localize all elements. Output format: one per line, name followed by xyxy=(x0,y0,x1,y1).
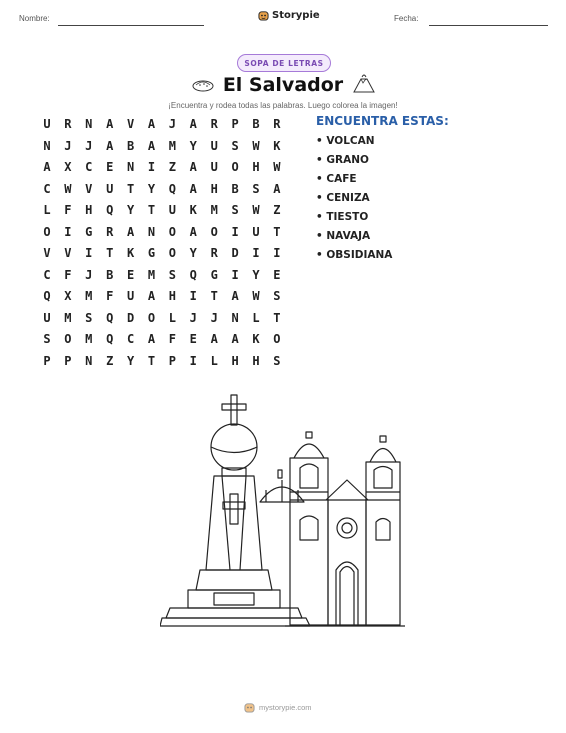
grid-letter[interactable]: U xyxy=(43,117,51,131)
grid-letter[interactable]: A xyxy=(147,289,156,303)
activity-badge: SOPA DE LETRAS xyxy=(237,54,331,72)
grid-letter[interactable]: S xyxy=(231,138,239,153)
grid-letter[interactable]: I xyxy=(64,224,72,239)
grid-letter[interactable]: T xyxy=(147,203,156,217)
grid-letter[interactable]: R xyxy=(210,246,218,260)
grid-letter[interactable]: J xyxy=(85,138,93,153)
monument-church-illustration xyxy=(160,390,410,635)
grid-letter[interactable]: A xyxy=(273,181,281,196)
grid-letter[interactable]: Y xyxy=(189,138,197,153)
grid-letter[interactable]: M xyxy=(64,310,72,325)
grid-letter[interactable]: A xyxy=(231,332,239,346)
word-item: • CENIZA xyxy=(316,192,370,204)
grid-letter[interactable]: A xyxy=(126,224,135,239)
word-item: • CAFE xyxy=(316,173,357,185)
grid-letter[interactable]: C xyxy=(85,160,93,174)
grid-letter[interactable]: U xyxy=(210,160,218,174)
grid-letter[interactable]: P xyxy=(64,353,72,368)
grid-letter[interactable]: A xyxy=(147,117,156,131)
grid-letter[interactable]: T xyxy=(126,181,135,196)
grid-letter[interactable]: K xyxy=(273,138,281,153)
grid-letter[interactable]: H xyxy=(85,203,93,217)
volcano-icon xyxy=(352,72,376,94)
grid-letter[interactable]: K xyxy=(189,203,197,217)
word-item: • GRANO xyxy=(316,154,369,166)
storypie-logo-icon xyxy=(244,702,255,713)
grid-letter[interactable]: A xyxy=(147,332,156,346)
grid-letter[interactable]: I xyxy=(147,160,156,174)
grid-letter[interactable]: A xyxy=(43,160,51,174)
grid-letter[interactable]: Q xyxy=(189,267,197,282)
grid-letter[interactable]: C xyxy=(126,332,135,346)
grid-letter[interactable]: O xyxy=(273,332,281,346)
footer[interactable] xyxy=(244,702,312,713)
grid-letter[interactable]: E xyxy=(273,267,281,282)
grid-letter[interactable]: A xyxy=(147,138,156,153)
grid-letter[interactable]: T xyxy=(106,246,114,260)
grid-letter[interactable]: A xyxy=(106,138,114,153)
grid-letter[interactable]: Z xyxy=(273,203,281,217)
grid-letter[interactable]: N xyxy=(231,310,239,325)
grid-letter[interactable]: Q xyxy=(106,203,114,217)
grid-letter[interactable]: W xyxy=(252,203,260,217)
grid-letter[interactable]: L xyxy=(168,310,176,325)
grid-letter[interactable]: L xyxy=(210,353,218,368)
name-label: Nombre: xyxy=(19,14,50,23)
grid-letter[interactable]: T xyxy=(210,289,218,303)
grid-letter[interactable]: V xyxy=(64,246,72,260)
grid-letter[interactable]: V xyxy=(43,246,51,260)
grid-letter[interactable]: C xyxy=(43,181,51,196)
grid-letter[interactable]: M xyxy=(168,138,176,153)
grid-letter[interactable]: N xyxy=(85,117,93,131)
grid-letter[interactable]: S xyxy=(85,310,93,325)
grid-letter[interactable]: B xyxy=(231,181,239,196)
grid-letter[interactable]: P xyxy=(231,117,239,131)
grid-letter[interactable]: Y xyxy=(126,353,135,368)
grid-letter[interactable]: Q xyxy=(106,310,114,325)
grid-letter[interactable]: P xyxy=(43,353,51,368)
grid-letter[interactable]: K xyxy=(126,246,135,260)
grid-letter[interactable]: S xyxy=(168,267,176,282)
grid-letter[interactable]: W xyxy=(64,181,72,196)
grid-letter[interactable]: S xyxy=(273,289,281,303)
page-title: El Salvador xyxy=(222,74,344,96)
grid-letter[interactable]: Z xyxy=(168,160,176,174)
grid-letter[interactable]: N xyxy=(147,224,156,239)
grid-letter[interactable]: O xyxy=(168,246,176,260)
grid-letter[interactable]: D xyxy=(231,246,239,260)
grid-letter[interactable]: Q xyxy=(106,332,114,346)
date-line[interactable] xyxy=(429,25,548,26)
grid-letter[interactable]: V xyxy=(126,117,135,131)
grid-letter[interactable]: H xyxy=(168,289,176,303)
grid-letter[interactable]: W xyxy=(252,289,260,303)
grid-letter[interactable]: Q xyxy=(168,181,176,196)
grid-letter[interactable]: R xyxy=(64,117,72,131)
grid-letter[interactable]: F xyxy=(106,289,114,303)
grid-letter[interactable]: U xyxy=(43,310,51,325)
grid-letter[interactable]: H xyxy=(252,160,260,174)
grid-letter[interactable]: O xyxy=(43,224,51,239)
grid-letter[interactable]: U xyxy=(210,138,218,153)
grid-letter[interactable]: G xyxy=(210,267,218,282)
grid-letter[interactable]: U xyxy=(252,224,260,239)
grid-letter[interactable]: O xyxy=(147,310,156,325)
grid-letter[interactable]: M xyxy=(210,203,218,217)
grid-letter[interactable]: A xyxy=(210,332,218,346)
grid-letter[interactable]: I xyxy=(252,246,260,260)
grid-letter[interactable]: J xyxy=(189,310,197,325)
name-line[interactable] xyxy=(58,25,204,26)
grid-letter[interactable]: Z xyxy=(106,353,114,368)
grid-letter[interactable]: P xyxy=(168,353,176,368)
grid-letter[interactable]: N xyxy=(85,353,93,368)
word-item: • VOLCAN xyxy=(316,135,375,147)
grid-letter[interactable]: R xyxy=(106,224,114,239)
grid-letter[interactable]: M xyxy=(85,332,93,346)
grid-letter[interactable]: T xyxy=(273,310,281,325)
grid-letter[interactable]: W xyxy=(252,138,260,153)
grid-letter[interactable]: S xyxy=(252,181,260,196)
grid-letter[interactable]: U xyxy=(106,181,114,196)
grid-letter[interactable]: V xyxy=(85,181,93,196)
grid-letter[interactable]: T xyxy=(147,353,156,368)
grid-letter[interactable]: G xyxy=(85,224,93,239)
grid-letter[interactable]: H xyxy=(231,353,239,368)
grid-letter[interactable]: Q xyxy=(43,289,51,303)
grid-letter[interactable]: Y xyxy=(252,267,260,282)
grid-letter[interactable]: F xyxy=(64,267,72,282)
grid-letter[interactable]: H xyxy=(252,353,260,368)
grid-letter[interactable]: J xyxy=(64,138,72,153)
grid-letter[interactable]: C xyxy=(43,267,51,282)
grid-letter[interactable]: I xyxy=(273,246,281,260)
grid-letter[interactable]: B xyxy=(106,267,114,282)
grid-letter[interactable]: I xyxy=(189,353,197,368)
grid-letter[interactable]: S xyxy=(273,353,281,368)
grid-letter[interactable]: D xyxy=(126,310,135,325)
grid-letter[interactable]: N xyxy=(126,160,135,174)
grid-letter[interactable]: F xyxy=(64,203,72,217)
grid-letter[interactable]: E xyxy=(126,267,135,282)
grid-letter[interactable]: O xyxy=(210,224,218,239)
grid-letter[interactable]: E xyxy=(189,332,197,346)
word-list xyxy=(316,135,392,268)
grid-letter[interactable]: B xyxy=(126,138,135,153)
brand xyxy=(258,10,320,21)
grid-letter[interactable]: G xyxy=(147,246,156,260)
grid-letter[interactable]: B xyxy=(252,117,260,131)
grid-letter[interactable]: R xyxy=(273,117,281,131)
grid-letter[interactable]: I xyxy=(85,246,93,260)
grid-letter[interactable]: A xyxy=(189,117,197,131)
grid-letter[interactable]: S xyxy=(43,332,51,346)
word-item: • NAVAJA xyxy=(316,230,371,242)
grid-letter[interactable]: U xyxy=(126,289,135,303)
grid-letter[interactable]: O xyxy=(64,332,72,346)
grid-letter[interactable]: O xyxy=(231,160,239,174)
grid-letter[interactable]: A xyxy=(189,224,197,239)
word-item: • TIESTO xyxy=(316,211,369,223)
grid-letter[interactable]: W xyxy=(273,160,281,174)
grid-letter[interactable]: X xyxy=(64,289,72,303)
grid-letter[interactable]: I xyxy=(189,289,197,303)
grid-letter[interactable]: E xyxy=(106,160,114,174)
word-item: • OBSIDIANA xyxy=(316,249,393,261)
grid-letter[interactable]: F xyxy=(168,332,176,346)
grid-letter[interactable]: O xyxy=(168,224,176,239)
grid-letter[interactable]: L xyxy=(252,310,260,325)
grid-letter[interactable]: I xyxy=(231,267,239,282)
grid-letter[interactable]: J xyxy=(168,117,176,131)
grid-letter[interactable]: U xyxy=(168,203,176,217)
grid-letter[interactable]: Y xyxy=(147,181,156,196)
grid-letter[interactable]: T xyxy=(273,224,281,239)
date-label: Fecha: xyxy=(394,14,419,23)
grid-letter[interactable]: J xyxy=(85,267,93,282)
grid-letter[interactable]: S xyxy=(231,203,239,217)
instructions: ¡Encuentra y rodea todas las palabras. Luego colorea la imagen! xyxy=(168,101,398,110)
grid-letter[interactable]: K xyxy=(252,332,260,346)
grid-letter[interactable]: X xyxy=(64,160,72,174)
grid-letter[interactable]: J xyxy=(210,310,218,325)
grid-letter[interactable]: A xyxy=(189,181,197,196)
word-list-heading: ENCUENTRA ESTAS: xyxy=(316,114,449,128)
grid-letter[interactable]: A xyxy=(231,289,239,303)
grid-letter[interactable]: N xyxy=(43,138,51,153)
grid-letter[interactable]: I xyxy=(231,224,239,239)
brand-name: Storypie xyxy=(272,10,320,21)
grid-letter[interactable]: R xyxy=(210,117,218,131)
storypie-logo-icon xyxy=(258,10,269,21)
grid-letter[interactable]: A xyxy=(189,160,197,174)
grid-letter[interactable]: Y xyxy=(126,203,135,217)
grid-letter[interactable]: L xyxy=(43,203,51,217)
footer-url: mystorypie.com xyxy=(259,703,312,712)
grid-letter[interactable]: A xyxy=(106,117,114,131)
grid-letter[interactable]: Y xyxy=(189,246,197,260)
grid-letter[interactable]: H xyxy=(210,181,218,196)
grid-letter[interactable]: M xyxy=(147,267,156,282)
grid-letter[interactable]: M xyxy=(85,289,93,303)
